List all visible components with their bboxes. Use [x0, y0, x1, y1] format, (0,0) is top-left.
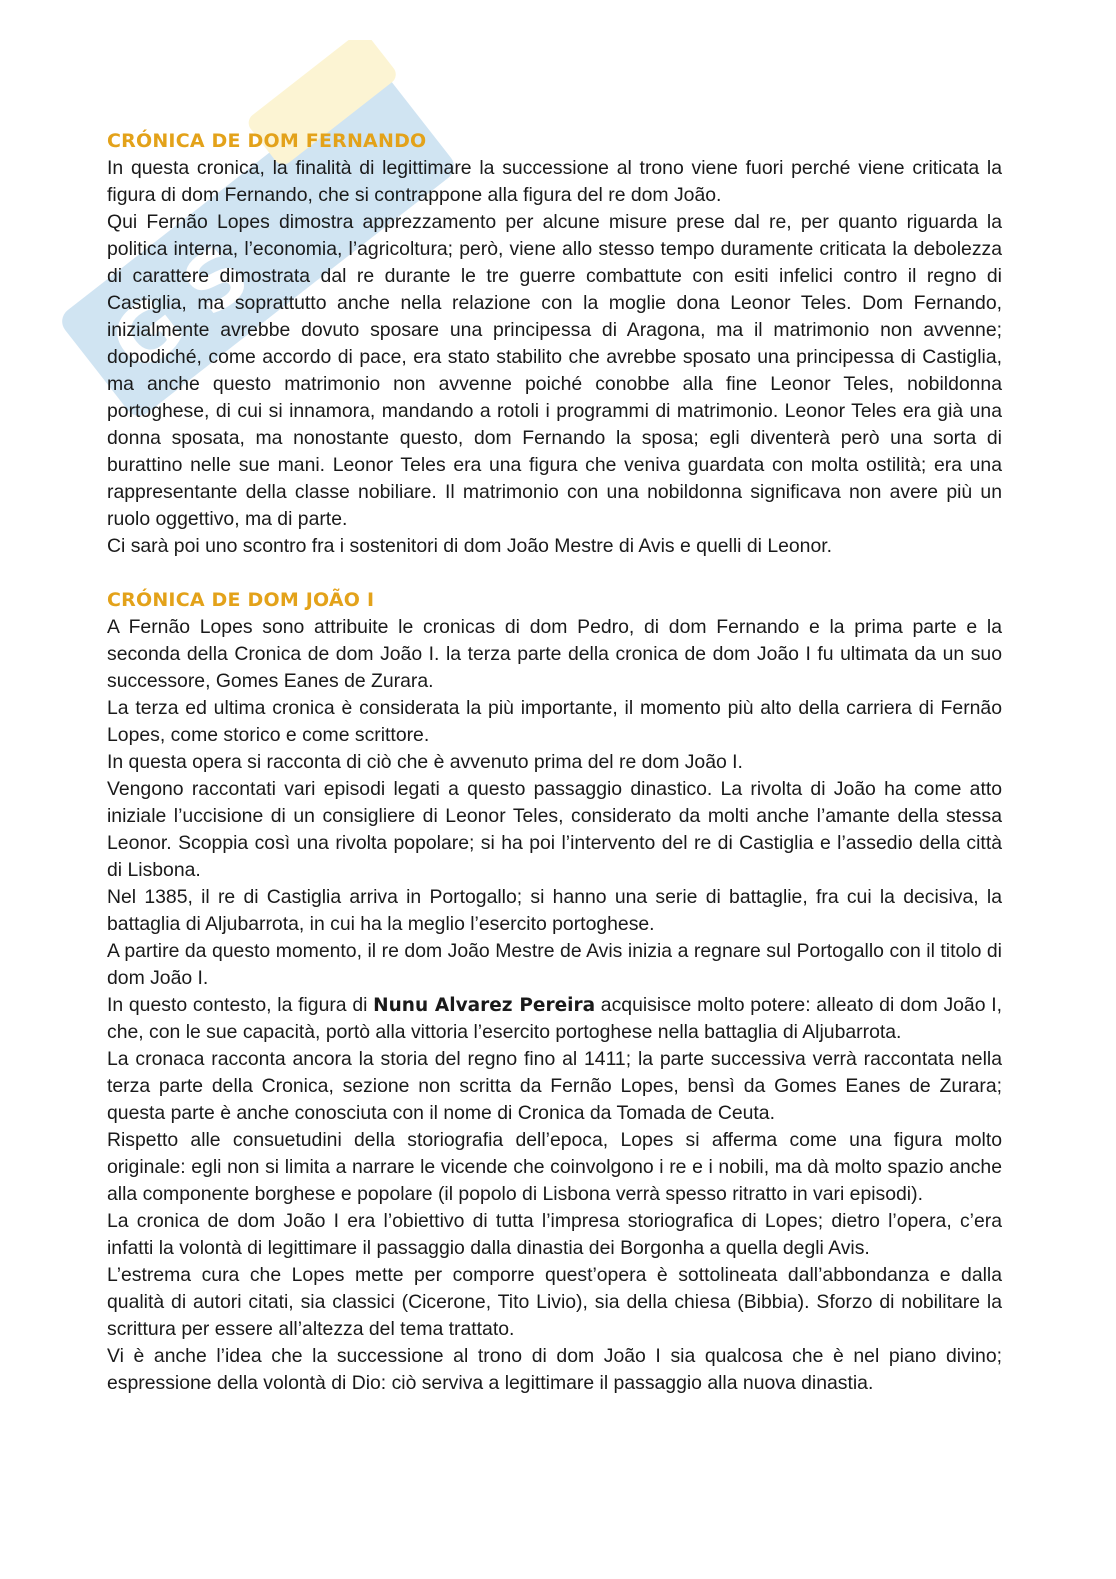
paragraph: Ci sarà poi uno scontro fra i sostenitori di dom João Mestre di Avis e quelli di Leonor. — [107, 535, 833, 557]
paragraph: Qui Fernão Lopes dimostra apprezzamento per alcune misure prese dal re, per quanto riguarda la politica interna, l’economia, l’agricoltura; però, viene allo stesso tempo duramente criticata la debolezza di carattere dimostrata dal re durante le tre guerre combattute con esiti infelici contro il regno di Castiglia, ma soprattutto anche nella relazione con la moglie dona Leonor Teles. Dom Fernando, inizialmente avrebbe dovuto sposare una principessa di Aragona, ma il matrimonio non avvenne; dopodiché, come accordo di pace, era stato stabilito che avrebbe sposato una principessa di Castiglia, ma anche questo matrimonio non avvenne poiché conobbe alla fine Leonor Teles, nobildonna portoghese, di cui si innamora, mandando a rotoli i programmi di matrimonio. Leonor Teles era già una donna sposata, ma nonostante questo, dom Fernando la sposa; egli diventerà però una sorta di burattino nelle sue mani. Leonor Teles era una figura che veniva guardata con molta ostilità; era una rappresentante della classe nobiliare. Il matrimonio con una nobildonna significava non avere più un ruolo oggettivo, ma di parte. — [107, 211, 1002, 530]
document-page — [107, 128, 1002, 1397]
paragraph: A Fernão Lopes sono attribuite le cronicas di dom Pedro, di dom Fernando e la prima parte e la seconda della Cronica de dom João I. la terza parte della cronica de dom João I fu ultimata da un suo successore, Gomes Eanes de Zurara. — [107, 616, 1002, 692]
section-title-fernando: CRÓNICA DE DOM FERNANDO — [107, 130, 427, 152]
paragraph-nunu — [107, 992, 1002, 1046]
paragraph: La terza ed ultima cronica è considerata la più importante, il momento più alto della carriera di Fernão Lopes, come storico e come scrittore. — [107, 697, 1002, 746]
nunu-name-bold: Nunu Alvarez Pereira — [373, 995, 596, 1016]
paragraph: A partire da questo momento, il re dom João Mestre de Avis inizia a regnare sul Portogallo con il titolo di dom João I. — [107, 940, 1002, 989]
paragraph: L’estrema cura che Lopes mette per comporre quest’opera è sottolineata dall’abbondanza e dalla qualità di autori citati, sia classici (Cicerone, Tito Livio), sia della chiesa (Bibbia). Sforzo di nobilitare la scrittura per essere all’altezza del tema trattato. — [107, 1264, 1002, 1340]
svg-text:G S: G S — [94, 228, 267, 391]
paragraph: La cronaca racconta ancora la storia del regno fino al 1411; la parte successiva verrà raccontata nella terza parte della Cronica, sezione non scritta da Fernão Lopes, bensì da Gomes Eanes de Zurara; questa parte è anche conosciuta con il nome di Cronica da Tomada de Ceuta. — [107, 1048, 1002, 1124]
section-title-joao: CRÓNICA DE DOM JOÃO I — [107, 589, 375, 611]
paragraph: Vengono raccontati vari episodi legati a questo passaggio dinastico. La rivolta di João ha come atto iniziale l’uccisione di un consigliere di Leonor Teles, considerato da molti anche l’amante della stessa Leonor. Scoppia così una rivolta popolare; si ha poi l’intervento del re di Castiglia e l’assedio della città di Lisbona. — [107, 778, 1002, 881]
paragraph: Vi è anche l’idea che la successione al trono di dom João I sia qualcosa che è nel piano divino; espressione della volontà di Dio: ciò serviva a legittimare il passaggio alla nuova dinastia. — [107, 1345, 1002, 1394]
paragraph: In questa opera si racconta di ciò che è avvenuto prima del re dom João I. — [107, 751, 743, 773]
paragraph: In questa cronica, la finalità di legittimare la successione al trono viene fuori perché viene criticata la figura di dom Fernando, che si contrappone alla figura del re dom João. — [107, 157, 1002, 206]
paragraph: Rispetto alle consuetudini della storiografia dell’epoca, Lopes si afferma come una figura molto originale: egli non si limita a narrare le vicende che coinvolgono i re e i nobili, ma dà molto spazio anche alla componente borghese e popolare (il popolo di Lisbona verrà spesso ritratto in vari episodi). — [107, 1129, 1002, 1205]
paragraph: La cronica de dom João I era l’obiettivo di tutta l’impresa storiografica di Lopes; dietro l’opera, c’era infatti la volontà di legittimare il passaggio dalla dinastia dei Borgonha a quella degli Avis. — [107, 1210, 1002, 1259]
nunu-text-after: acquisisce molto potere: alleato di dom João I, che, con le sue capacità, portò alla vittoria l’esercito portoghese nella battaglia di Aljubarrota. — [107, 994, 1002, 1043]
nunu-text-before: In questo contesto, la figura di — [107, 994, 374, 1016]
paragraph: Nel 1385, il re di Castiglia arriva in Portogallo; si hanno una serie di battaglie, fra cui la decisiva, la battaglia di Aljubarrota, in cui ha la meglio l’esercito portoghese. — [107, 886, 1002, 935]
